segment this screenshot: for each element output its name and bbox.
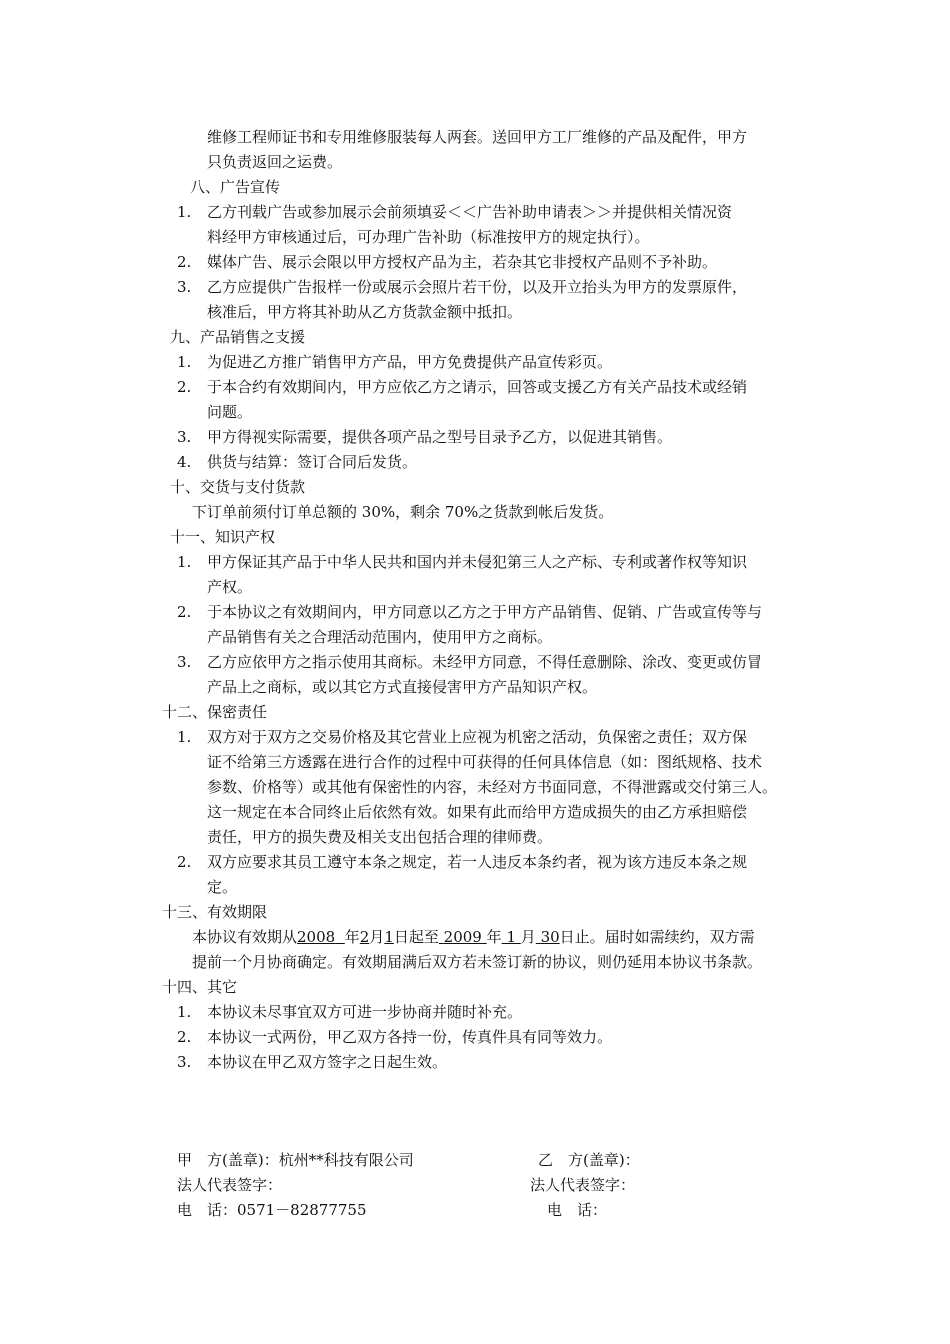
list-number: 2.	[177, 853, 192, 871]
list-number: 3.	[177, 428, 192, 446]
list-number: 1.	[177, 203, 192, 221]
list-item-line: 甲方得视实际需要，提供各项产品之型号目录予乙方，以促进其销售。	[207, 428, 673, 446]
validity-period-line	[192, 927, 755, 947]
list-number: 1.	[177, 728, 192, 746]
section-heading-delivery-payment: 十、交货与支付货款	[170, 478, 306, 496]
list-item-line: 本协议未尽事宜双方可进一步协商并随时补充。	[207, 1003, 523, 1021]
list-item-line: 参数、价格等）或其他有保密性的内容，未经对方书面同意，不得泄露或交付第三人。	[207, 778, 778, 796]
list-item-line: 乙方刊载广告或参加展示会前须填妥＜＜广告补助申请表＞＞并提供相关情况资	[207, 203, 733, 221]
list-number: 2.	[177, 378, 192, 396]
list-number: 1.	[177, 353, 192, 371]
validity-text: 月	[369, 928, 385, 946]
list-number: 3.	[177, 653, 192, 671]
list-item-line: 乙方应依甲方之指示使用其商标。未经甲方同意，不得任意删除、涂改、变更或仿冒	[207, 653, 763, 671]
list-item-line: 问题。	[207, 403, 253, 421]
paragraph-line: 下订单前须付订单总额的 30%，剩余 70%之货款到帐后发货。	[192, 503, 614, 521]
validity-text: 日起至	[393, 928, 439, 946]
list-item-line: 产品上之商标，或以其它方式直接侵害甲方产品知识产权。	[207, 678, 598, 696]
section-heading-sales-support: 九、产品销售之支援	[170, 328, 306, 346]
list-item-line: 甲方保证其产品于中华人民共和国内并未侵犯第三人之产标、专利或著作权等知识	[207, 553, 748, 571]
section-heading-validity: 十三、有效期限	[162, 903, 268, 921]
paragraph-line: 只负责返回之运费。	[207, 153, 343, 171]
paragraph-line: 维修工程师证书和专用维修服装每人两套。送回甲方工厂维修的产品及配件，甲方	[207, 128, 748, 146]
list-number: 4.	[177, 453, 192, 471]
party-a-representative: 法人代表签字：	[177, 1176, 283, 1194]
list-number: 2.	[177, 1028, 192, 1046]
section-heading-confidentiality: 十二、保密责任	[162, 703, 268, 721]
end-year: 2009	[443, 928, 482, 946]
list-number: 1.	[177, 1003, 192, 1021]
list-item-line: 媒体广告、展示会限以甲方授权产品为主，若杂其它非授权产品则不予补助。	[207, 253, 718, 271]
start-month: 2	[359, 928, 370, 946]
party-b-representative: 法人代表签字：	[530, 1176, 636, 1194]
list-item-line: 定。	[207, 878, 238, 896]
section-heading-advertising: 八、广告宣传	[190, 178, 281, 196]
party-a-phone: 电 话：0571－82877755	[177, 1201, 367, 1219]
list-item-line: 乙方应提供广告报样一份或展示会照片若干份，以及开立抬头为甲方的发票原件，	[207, 278, 748, 296]
list-item-line: 供货与结算：签订合同后发货。	[207, 453, 418, 471]
list-item-line: 于本合约有效期间内，甲方应依乙方之请示，回答或支援乙方有关产品技术或经销	[207, 378, 748, 396]
end-month: 1	[506, 928, 516, 946]
list-item-line: 责任，甲方的损失费及相关支出包括合理的律师费。	[207, 828, 553, 846]
validity-text: 年	[486, 928, 502, 946]
list-item-line: 于本协议之有效期间内，甲方同意以乙方之于甲方产品销售、促销、广告或宣传等与	[207, 603, 763, 621]
list-number: 1.	[177, 553, 192, 571]
list-item-line: 产品销售有关之合理活动范围内，使用甲方之商标。	[207, 628, 553, 646]
end-day: 30	[540, 928, 560, 946]
list-item-line: 产权。	[207, 578, 253, 596]
list-item-line: 本协议一式两份，甲乙双方各持一份，传真件具有同等效力。	[207, 1028, 613, 1046]
list-item-line: 证不给第三方透露在进行合作的过程中可获得的任何具体信息（如：图纸规格、技术	[207, 753, 763, 771]
section-heading-ip: 十一、知识产权	[170, 528, 276, 546]
start-year: 2008	[297, 928, 336, 946]
paragraph-line: 提前一个月协商确定。有效期届满后双方若未签订新的协议，则仍延用本协议书条款。	[192, 953, 763, 971]
list-item-line: 为促进乙方推广销售甲方产品，甲方免费提供产品宣传彩页。	[207, 353, 613, 371]
section-heading-others: 十四、其它	[162, 978, 238, 996]
list-item-line: 本协议在甲乙双方签字之日起生效。	[207, 1053, 448, 1071]
list-item-line: 这一规定在本合同终止后依然有效。如果有此而给甲方造成损失的由乙方承担赔偿	[207, 803, 748, 821]
validity-text: 本协议有效期从	[192, 928, 298, 946]
list-number: 2.	[177, 603, 192, 621]
list-number: 3.	[177, 1053, 192, 1071]
start-day: 1	[384, 928, 394, 946]
party-a-seal: 甲 方(盖章)：杭州**科技有限公司	[177, 1151, 414, 1169]
list-item-line: 双方应要求其员工遵守本条之规定，若一人违反本条约者，视为该方违反本条之规	[207, 853, 748, 871]
party-b-phone: 电 话：	[547, 1201, 608, 1219]
list-item-line: 双方对于双方之交易价格及其它营业上应视为机密之活动，负保密之责任；双方保	[207, 728, 748, 746]
list-number: 2.	[177, 253, 192, 271]
validity-text: 年	[344, 928, 360, 946]
validity-text: 月	[520, 928, 536, 946]
validity-text: 日止。届时如需续约，双方需	[559, 928, 755, 946]
list-item-line: 料经甲方审核通过后，可办理广告补助（标准按甲方的规定执行）。	[207, 228, 650, 246]
list-number: 3.	[177, 278, 192, 296]
party-b-seal: 乙 方(盖章)：	[538, 1151, 640, 1169]
list-item-line: 核准后，甲方将其补助从乙方货款金额中抵扣。	[207, 303, 523, 321]
